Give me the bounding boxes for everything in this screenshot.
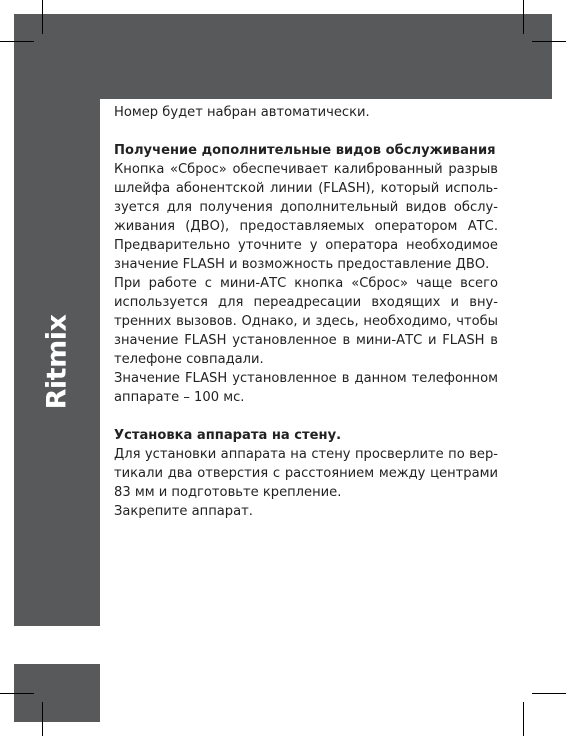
flash-paragraph-1: Кнопка «Сброс» обеспечивает калиброванный разрыв шлейфа абонентской линии (FLASH), который исполь-зуется для получения дополнительный видов обслу-живания (ДВО), предоставляемых оператором АТС. Предварительно уточните у оператора необходимое значение FLASH и возможность предоставление ДВО.	[114, 162, 498, 272]
flash-paragraph-2: При работе с мини-АТС кнопка «Сброс» чаще всего используется для переадресации входящих и вну-тренних вызовов. Однако, и здесь, необходимо, чтобы значение FLASH установленное в мини-АТС и FLASH в телефоне совпадали.	[114, 276, 498, 367]
crop-mark-top-right-horizontal	[532, 41, 566, 42]
wall-paragraph-2: Закрепите аппарат.	[114, 504, 253, 519]
section-heading-flash: Получение дополнительные видов обслуживания	[114, 143, 496, 158]
section-heading-wall: Установка аппарата на стену.	[114, 428, 342, 443]
spacer	[114, 122, 498, 141]
header-band	[14, 14, 552, 99]
crop-mark-top-left-horizontal	[0, 41, 34, 42]
crop-mark-bottom-right-horizontal	[532, 693, 566, 694]
crop-mark-bottom-right-vertical	[523, 702, 524, 736]
crop-mark-bottom-left-vertical	[42, 702, 43, 736]
ritmix-logo: Ritmix	[41, 314, 73, 410]
intro-text: Номер будет набран автоматически.	[114, 105, 370, 120]
flash-paragraph-3: Значение FLASH установленное в данном телефонном аппарате – 100 мс.	[114, 371, 498, 405]
page-content	[114, 103, 498, 521]
wall-paragraph-1: Для установки аппарата на стену просверлите по вер-тикали два отверстия с расстоянием между центрами 83 мм и подготовьте крепление.	[114, 447, 498, 500]
crop-mark-bottom-left-horizontal	[0, 693, 34, 694]
crop-mark-top-right-vertical	[523, 0, 524, 34]
crop-mark-top-left-vertical	[42, 0, 43, 34]
spacer	[114, 407, 498, 426]
